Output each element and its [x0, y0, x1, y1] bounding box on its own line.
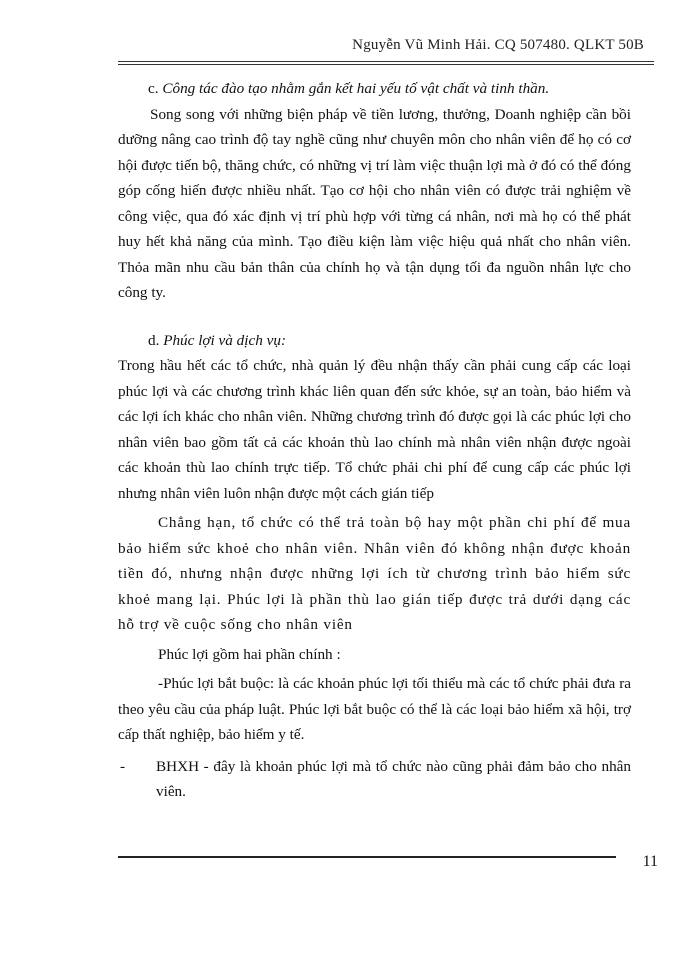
body-text	[118, 76, 631, 805]
section-c-title: Công tác đào tạo nhằm gắn kết hai yếu tố vật chất và tinh thần.	[162, 80, 550, 97]
bullet-dash: -	[158, 675, 164, 692]
bullet-mandatory-benefits	[118, 671, 631, 748]
header-rule-bottom	[118, 64, 654, 65]
bullet-mandatory-text: Phúc lợi bắt buộc: là các khoản phúc lợi tối thiểu mà các tổ chức phải đưa ra theo yêu cầu của pháp luật. Phúc lợi bắt buộc có thể là các loại bảo hiểm xã hội, trợ cấp thất nghiệp, bảo hiểm y tế.	[118, 675, 631, 743]
section-d-paragraph-2: Chẳng hạn, tổ chức có thể trả toàn bộ hay một phần chi phí để mua bảo hiểm sức khoẻ cho nhân viên. Nhân viên đó không nhận được khoản tiền đó, nhưng nhận được những lợi ích từ chương trình bảo hiểm sức khoẻ mang lại. Phúc lợi là phần thù lao gián tiếp được trả dưới dạng các hỗ trợ về cuộc sống cho nhân viên	[118, 514, 631, 633]
section-c-marker: c.	[148, 80, 159, 97]
footer-rule	[118, 856, 616, 858]
section-d-marker: d.	[148, 331, 160, 349]
bullet-bhxh	[118, 754, 631, 805]
bullet-bhxh-text: BHXH - đây là khoản phúc lợi mà tổ chức nào cũng phải đảm bảo cho nhân viên.	[156, 757, 631, 800]
section-d-paragraph-1: Trong hầu hết các tổ chức, nhà quản lý đều nhận thấy cần phải cung cấp các loại phúc lợi và các chương trình khác liên quan đến sức khỏe, sự an toàn, bảo hiểm và các lợi ích khác cho nhân viên. Những chương trình đó được gọi là các phúc lợi cho nhân viên bao gồm tất cả các khoản thù lao chính mà nhân viên nhận được ngoài các khoản thù lao chính trực tiếp. Tổ chức phải chi phí để cung cấp các phúc lợi nhưng nhân viên luôn nhận được một cách gián tiếp	[118, 357, 631, 502]
page-number: 11	[642, 853, 658, 870]
section-c-heading	[148, 76, 631, 102]
bullet-dash: -	[120, 757, 126, 775]
running-header: Nguyễn Vũ Minh Hải. CQ 507480. QLKT 50B	[352, 37, 644, 53]
section-d-title: Phúc lợi và dịch vụ:	[163, 331, 287, 349]
header-rule-top	[118, 61, 654, 62]
section-d-paragraph-3: Phúc lợi gồm hai phần chính :	[158, 645, 341, 663]
section-c-paragraph: Song song với những biện pháp về tiền lương, thưởng, Doanh nghiệp cần bồi dưỡng nâng cao trình độ tay nghề cũng như chuyên môn cho nhân viên để họ có cơ hội được tiến bộ, thăng chức, có những vị trí làm việc thuận lợi mà ở đó có thể đóng góp cống hiến được nhiều nhất. Tạo cơ hội cho nhân viên có được trải nghiệm về công việc, qua đó xác định vị trí phù hợp với từng cá nhân, nơi mà họ có thể phát huy hết khả năng của mình. Tạo điều kiện làm việc hiệu quả nhất cho nhân viên. Thỏa mãn nhu cầu bản thân của chính họ và tận dụng tối đa nguồn nhân lực cho công ty.	[118, 105, 631, 301]
section-d-heading	[148, 328, 631, 354]
